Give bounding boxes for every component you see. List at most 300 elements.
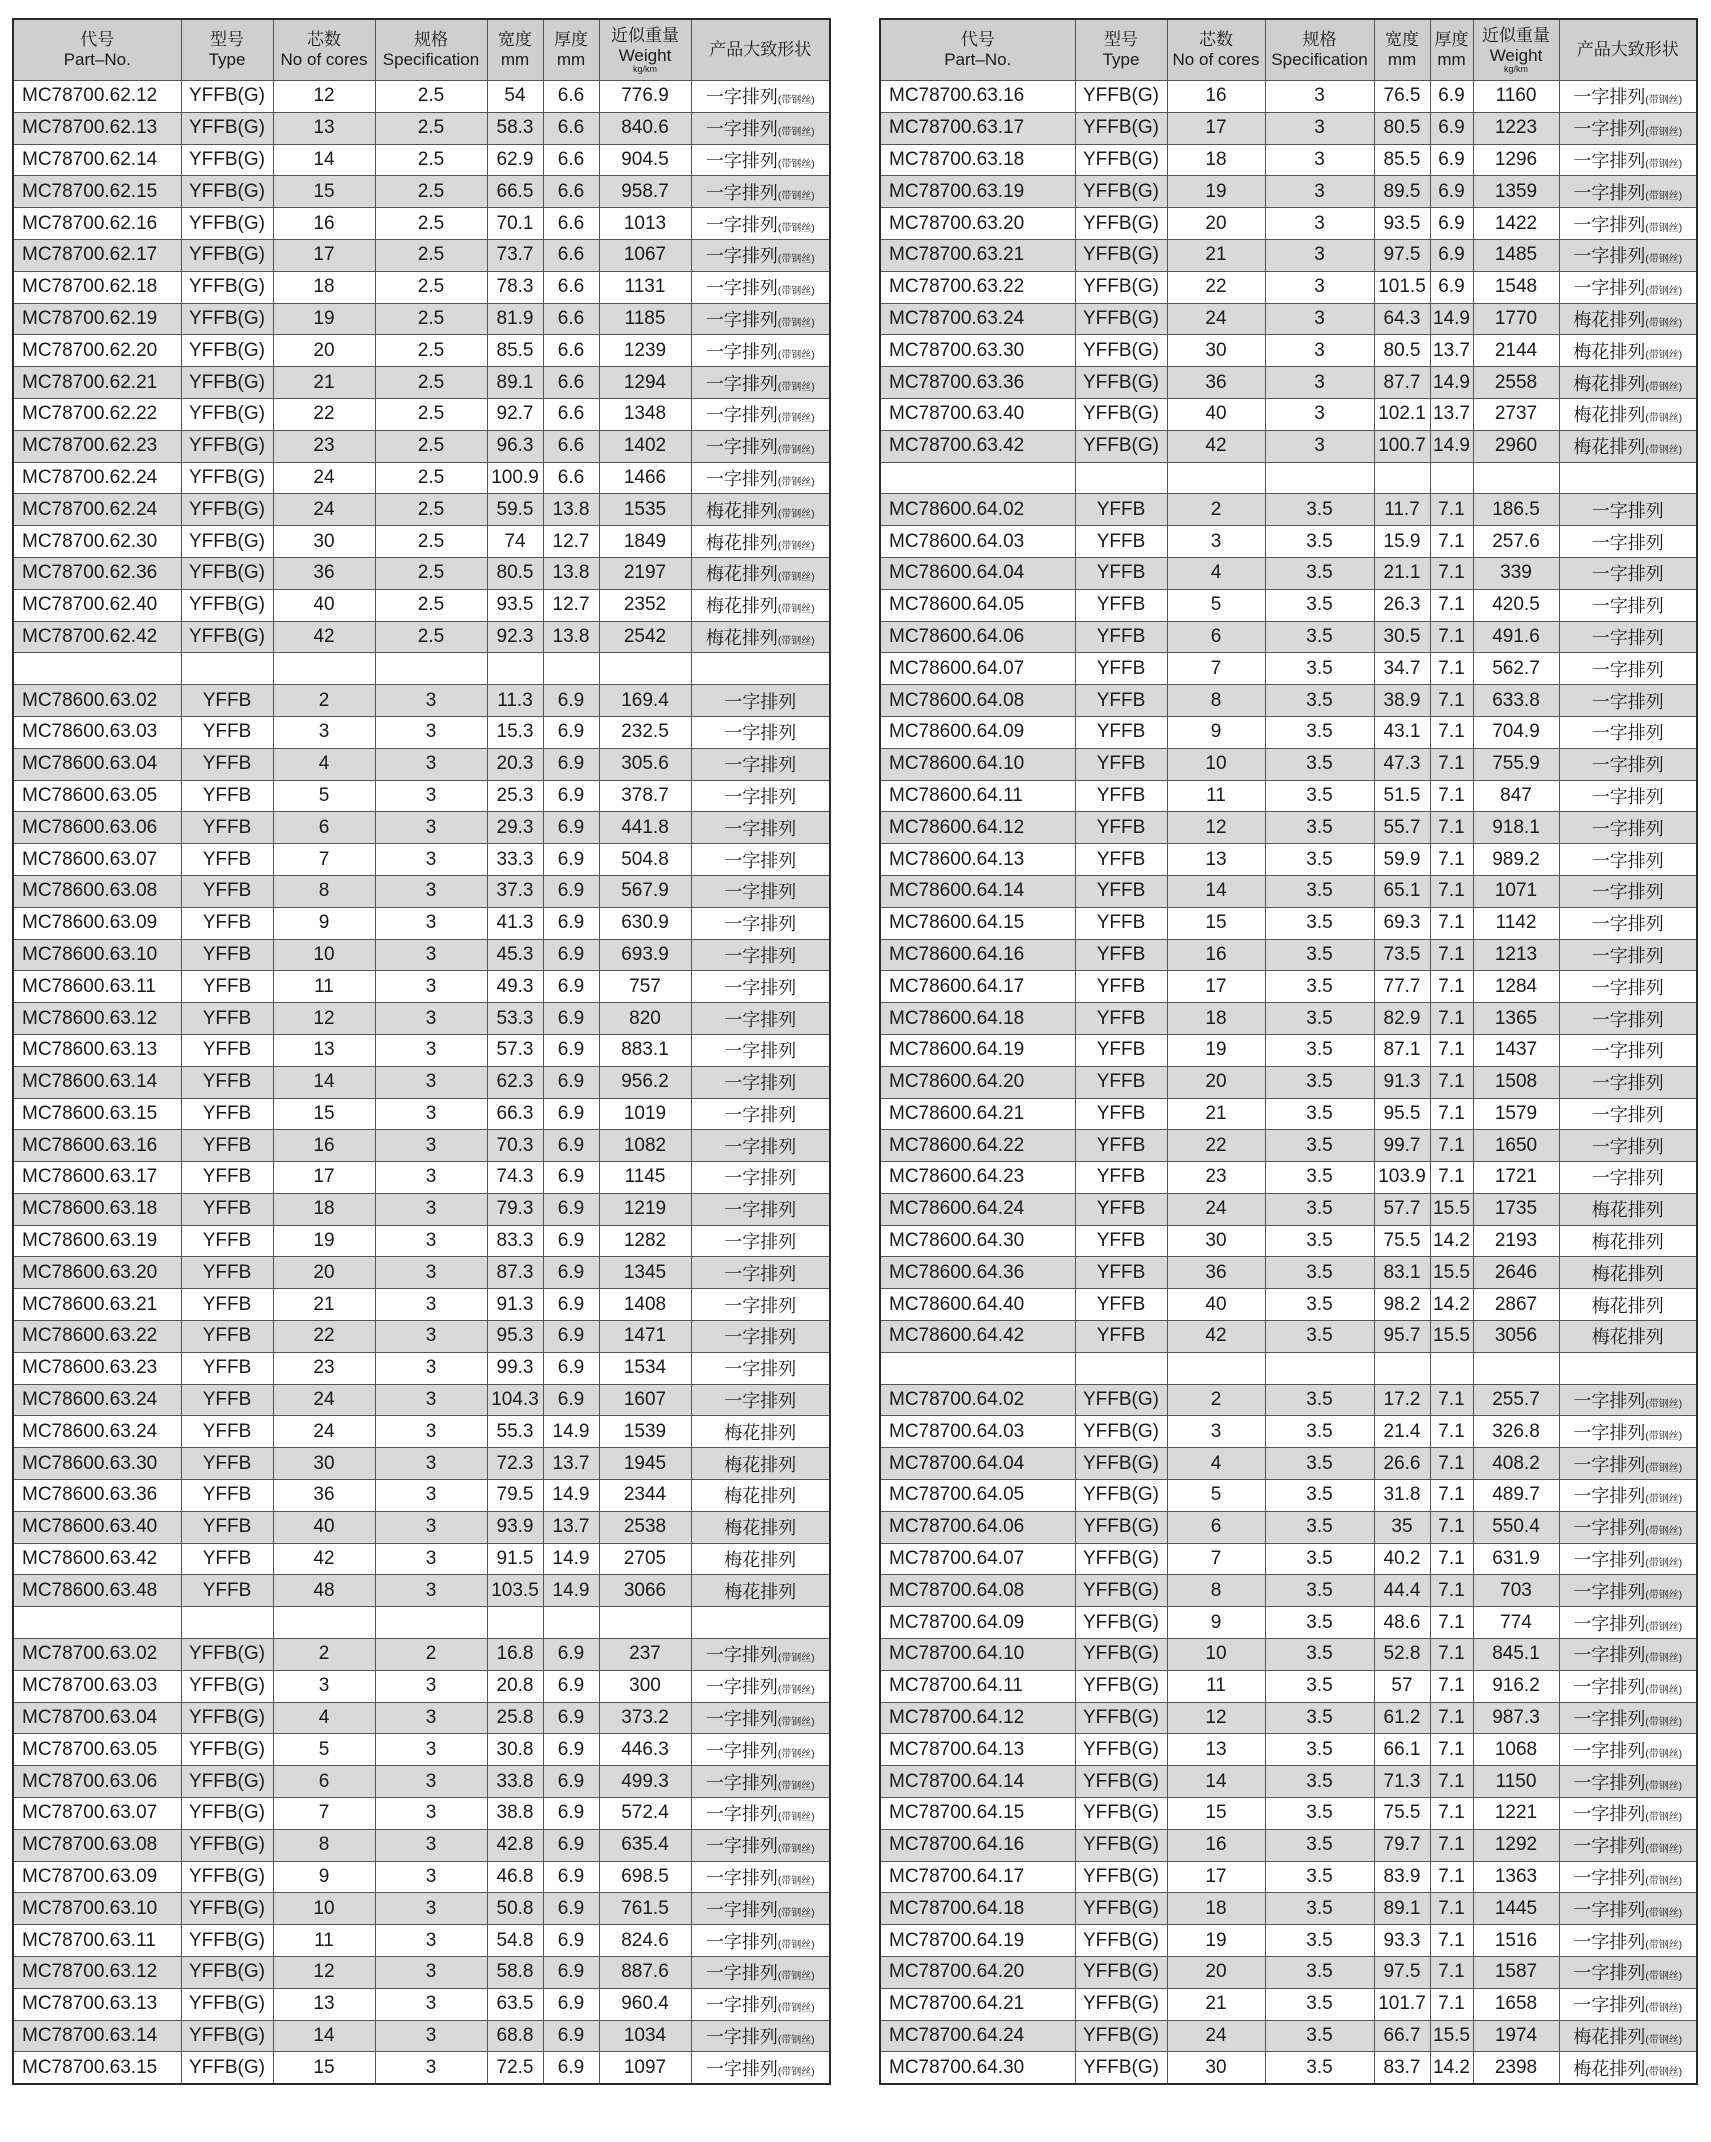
shape-cell (691, 939, 830, 971)
shape-label: 梅花排列 (1591, 1295, 1664, 1316)
table-row (13, 844, 830, 876)
thickness-cell: 6.9 (543, 748, 599, 780)
part-no-cell: MC78600.64.20 (880, 1066, 1075, 1098)
shape-label: 一字排列 (1573, 1391, 1646, 1412)
part-no-cell: MC78600.63.04 (13, 748, 181, 780)
weight-cell: 1437 (1473, 1034, 1559, 1066)
shape-cell (691, 1766, 830, 1798)
weight-cell: 1296 (1473, 144, 1559, 176)
thickness-cell: 7.1 (1430, 1066, 1473, 1098)
thickness-cell (1430, 1352, 1473, 1384)
shape-label: 一字排列 (1573, 1422, 1646, 1443)
part-no-cell: MC78700.62.13 (13, 112, 181, 144)
weight-cell: 1160 (1473, 81, 1559, 113)
type-cell: YFFB(G) (1075, 1639, 1167, 1671)
shape-cell (1559, 494, 1697, 526)
table-row (880, 716, 1697, 748)
shape-cell (1559, 875, 1697, 907)
shape-cell (691, 2020, 830, 2052)
shape-cell (691, 1448, 830, 1480)
shape-cell (691, 494, 830, 526)
type-cell: YFFB(G) (181, 1988, 273, 2020)
cores-cell: 36 (1167, 1257, 1265, 1289)
weight-cell: 1587 (1473, 1957, 1559, 1989)
cores-cell: 23 (1167, 1162, 1265, 1194)
type-cell: YFFB(G) (1075, 1416, 1167, 1448)
spec-cell: 3.5 (1265, 685, 1374, 717)
cores-cell (273, 653, 375, 685)
type-cell: YFFB(G) (1075, 1798, 1167, 1830)
part-no-cell: MC78600.63.14 (13, 1066, 181, 1098)
shape-label: 一字排列 (705, 150, 778, 171)
width-cell: 75.5 (1374, 1798, 1430, 1830)
spec-cell: 3.5 (1265, 589, 1374, 621)
width-cell: 30.5 (1374, 621, 1430, 653)
table-row (880, 1003, 1697, 1035)
type-cell: YFFB (181, 685, 273, 717)
cores-cell: 21 (273, 367, 375, 399)
spec-cell: 3.5 (1265, 2052, 1374, 2084)
cores-cell: 16 (1167, 81, 1265, 113)
width-cell: 26.6 (1374, 1448, 1430, 1480)
weight-cell: 1284 (1473, 971, 1559, 1003)
spec-cell: 3.5 (1265, 1607, 1374, 1639)
shape-cell (1559, 1193, 1697, 1225)
table-row (13, 1321, 830, 1353)
shape-label: 一字排列 (705, 1645, 778, 1666)
part-no-cell: MC78700.62.36 (13, 557, 181, 589)
table-row (880, 208, 1697, 240)
part-no-cell: MC78700.62.40 (13, 589, 181, 621)
part-no-cell: MC78700.62.22 (13, 398, 181, 430)
weight-cell: 2705 (599, 1543, 691, 1575)
width-cell: 11.7 (1374, 494, 1430, 526)
type-cell: YFFB(G) (1075, 1893, 1167, 1925)
weight-cell: 1359 (1473, 176, 1559, 208)
shape-note: (带钢丝) (777, 1685, 815, 1697)
weight-cell: 237 (599, 1639, 691, 1671)
part-no-cell: MC78600.64.19 (880, 1034, 1075, 1066)
cores-cell: 15 (1167, 1798, 1265, 1830)
shape-label: 一字排列 (1573, 1804, 1646, 1825)
type-cell: YFFB(G) (181, 526, 273, 558)
part-no-cell: MC78700.63.10 (13, 1893, 181, 1925)
spec-cell: 3 (375, 1034, 487, 1066)
table-row (13, 1988, 830, 2020)
shape-label: 一字排列 (1573, 1581, 1646, 1602)
shape-note: (带钢丝) (777, 2066, 815, 2078)
thickness-cell: 6.9 (543, 1766, 599, 1798)
thickness-cell: 7.1 (1430, 1575, 1473, 1607)
weight-cell: 169.4 (599, 685, 691, 717)
type-cell: YFFB(G) (181, 367, 273, 399)
table-row-blank (13, 653, 830, 685)
shape-cell (1559, 1448, 1697, 1480)
type-cell: YFFB(G) (1075, 2052, 1167, 2084)
width-cell: 91.3 (487, 1289, 543, 1321)
thickness-cell: 7.1 (1430, 748, 1473, 780)
thickness-cell: 7.1 (1430, 1416, 1473, 1448)
part-no-cell: MC78600.64.05 (880, 589, 1075, 621)
part-no-cell: MC78600.63.06 (13, 812, 181, 844)
shape-note: (带钢丝) (1645, 1939, 1683, 1951)
table-row (13, 1639, 830, 1671)
shape-note: (带钢丝) (1645, 1717, 1683, 1729)
width-cell: 101.5 (1374, 271, 1430, 303)
thickness-cell: 13.7 (543, 1448, 599, 1480)
table-row (880, 621, 1697, 653)
type-cell: YFFB (1075, 1225, 1167, 1257)
shape-note: (带钢丝) (1645, 1780, 1683, 1792)
shape-cell (691, 1988, 830, 2020)
table-row (880, 271, 1697, 303)
table-row (13, 526, 830, 558)
thickness-cell: 6.6 (543, 208, 599, 240)
shape-label: 一字排列 (1591, 882, 1664, 903)
table-row (13, 939, 830, 971)
part-no-cell: MC78600.63.24 (13, 1416, 181, 1448)
shape-label: 一字排列 (705, 309, 778, 330)
cores-cell: 15 (273, 176, 375, 208)
width-cell: 57.7 (1374, 1193, 1430, 1225)
shape-label: 一字排列 (724, 1073, 797, 1094)
table-row (880, 2020, 1697, 2052)
weight-cell: 704.9 (1473, 716, 1559, 748)
thickness-cell: 7.1 (1430, 1384, 1473, 1416)
part-no-cell: MC78700.63.30 (880, 335, 1075, 367)
thickness-cell: 6.9 (543, 1003, 599, 1035)
spec-cell: 3 (375, 1384, 487, 1416)
thickness-cell: 6.6 (543, 462, 599, 494)
spec-cell: 3 (375, 748, 487, 780)
type-cell: YFFB(G) (181, 1957, 273, 1989)
type-cell: YFFB(G) (1075, 81, 1167, 113)
table-row (880, 239, 1697, 271)
part-no-cell: MC78700.63.04 (13, 1702, 181, 1734)
weight-cell: 326.8 (1473, 1416, 1559, 1448)
shape-cell (691, 1829, 830, 1861)
weight-cell: 633.8 (1473, 685, 1559, 717)
part-no-cell: MC78700.62.42 (13, 621, 181, 653)
shape-label: 一字排列 (705, 1899, 778, 1920)
weight-cell: 562.7 (1473, 653, 1559, 685)
spec-cell: 3.5 (1265, 1988, 1374, 2020)
thickness-cell: 6.9 (543, 1988, 599, 2020)
type-cell: YFFB (181, 971, 273, 1003)
part-no-cell: MC78600.64.14 (880, 875, 1075, 907)
part-no-cell: MC78600.63.16 (13, 1130, 181, 1162)
type-cell: YFFB(G) (1075, 1480, 1167, 1512)
shape-label: 一字排列 (1573, 1454, 1646, 1475)
width-cell: 97.5 (1374, 1957, 1430, 1989)
table-row (880, 1925, 1697, 1957)
part-no-cell: MC78700.63.11 (13, 1925, 181, 1957)
type-cell: YFFB (1075, 1193, 1167, 1225)
type-cell: YFFB (1075, 716, 1167, 748)
type-cell: YFFB (1075, 653, 1167, 685)
thickness-cell: 7.1 (1430, 653, 1473, 685)
width-cell: 72.5 (487, 2052, 543, 2084)
width-cell: 30.8 (487, 1734, 543, 1766)
spec-cell: 3.5 (1265, 1130, 1374, 1162)
shape-note: (带钢丝) (1645, 190, 1683, 202)
cores-cell: 10 (1167, 748, 1265, 780)
header-spec: 规格 Specification (1265, 19, 1374, 81)
cores-cell: 30 (273, 526, 375, 558)
table-row (880, 1893, 1697, 1925)
part-no-cell: MC78600.64.22 (880, 1130, 1075, 1162)
width-cell: 49.3 (487, 971, 543, 1003)
shape-label: 梅花排列 (1591, 1232, 1664, 1253)
spec-cell: 3.5 (1265, 1480, 1374, 1512)
shape-label: 一字排列 (724, 818, 797, 839)
type-cell: YFFB(G) (1075, 398, 1167, 430)
thickness-cell: 13.8 (543, 557, 599, 589)
table-row (880, 812, 1697, 844)
shape-cell (1559, 1702, 1697, 1734)
shape-cell (1559, 1798, 1697, 1830)
table-row (13, 621, 830, 653)
width-cell: 58.3 (487, 112, 543, 144)
cores-cell: 19 (1167, 1034, 1265, 1066)
part-no-cell: MC78600.64.23 (880, 1162, 1075, 1194)
weight-cell: 446.3 (599, 1734, 691, 1766)
width-cell: 17.2 (1374, 1384, 1430, 1416)
spec-cell: 3.5 (1265, 1893, 1374, 1925)
width-cell: 66.3 (487, 1098, 543, 1130)
part-no-cell: MC78700.64.11 (880, 1670, 1075, 1702)
width-cell: 102.1 (1374, 398, 1430, 430)
table-row (880, 685, 1697, 717)
weight-cell (599, 653, 691, 685)
shape-cell (1559, 2020, 1697, 2052)
part-no-cell: MC78600.63.10 (13, 939, 181, 971)
header-type: 型号 Type (181, 19, 273, 81)
shape-cell (1559, 1925, 1697, 1957)
type-cell: YFFB (1075, 526, 1167, 558)
shape-label: 梅花排列 (705, 532, 778, 553)
shape-cell (691, 208, 830, 240)
type-cell: YFFB(G) (1075, 1861, 1167, 1893)
spec-cell (1265, 462, 1374, 494)
weight-cell: 1348 (599, 398, 691, 430)
table-row (13, 1734, 830, 1766)
type-cell: YFFB (1075, 748, 1167, 780)
width-cell: 65.1 (1374, 875, 1430, 907)
weight-cell: 757 (599, 971, 691, 1003)
width-cell: 62.9 (487, 144, 543, 176)
width-cell: 57 (1374, 1670, 1430, 1702)
spec-cell: 3.5 (1265, 1734, 1374, 1766)
shape-label: 一字排列 (724, 1232, 797, 1253)
weight-cell: 1145 (599, 1162, 691, 1194)
shape-note: (带钢丝) (1645, 1399, 1683, 1411)
shape-label: 一字排列 (1591, 500, 1664, 521)
width-cell: 91.3 (1374, 1066, 1430, 1098)
type-cell: YFFB(G) (181, 1829, 273, 1861)
cores-cell: 20 (1167, 1066, 1265, 1098)
shape-note: (带钢丝) (1645, 127, 1683, 139)
thickness-cell: 7.1 (1430, 812, 1473, 844)
weight-cell: 257.6 (1473, 526, 1559, 558)
shape-label: 一字排列 (705, 341, 778, 362)
width-cell: 85.5 (487, 335, 543, 367)
thickness-cell: 7.1 (1430, 939, 1473, 971)
shape-label: 梅花排列 (1573, 309, 1646, 330)
table-row (13, 907, 830, 939)
shape-cell (1559, 271, 1697, 303)
table-row (13, 430, 830, 462)
shape-label: 一字排列 (705, 373, 778, 394)
type-cell: YFFB (1075, 557, 1167, 589)
table-row (13, 1543, 830, 1575)
shape-cell (1559, 367, 1697, 399)
part-no-cell: MC78600.64.30 (880, 1225, 1075, 1257)
cores-cell: 11 (273, 1925, 375, 1957)
weight-cell: 883.1 (599, 1034, 691, 1066)
weight-cell: 1034 (599, 2020, 691, 2052)
part-no-cell: MC78600.64.03 (880, 526, 1075, 558)
shape-cell (691, 1384, 830, 1416)
type-cell: YFFB(G) (1075, 1543, 1167, 1575)
part-no-cell: MC78600.63.07 (13, 844, 181, 876)
weight-cell: 339 (1473, 557, 1559, 589)
width-cell: 77.7 (1374, 971, 1430, 1003)
width-cell: 61.2 (1374, 1702, 1430, 1734)
part-no-cell: MC78600.64.16 (880, 939, 1075, 971)
spec-cell: 3 (375, 875, 487, 907)
spec-cell: 3.5 (1265, 1639, 1374, 1671)
type-cell: YFFB (1075, 494, 1167, 526)
shape-note: (带钢丝) (1645, 286, 1683, 298)
shape-cell (691, 367, 830, 399)
type-cell: YFFB(G) (1075, 144, 1167, 176)
part-no-cell: MC78700.63.18 (880, 144, 1075, 176)
cores-cell: 36 (273, 1480, 375, 1512)
shape-label: 一字排列 (1591, 1041, 1664, 1062)
weight-cell: 1735 (1473, 1193, 1559, 1225)
width-cell: 55.7 (1374, 812, 1430, 844)
shape-label: 一字排列 (1573, 1836, 1646, 1857)
cores-cell: 22 (273, 398, 375, 430)
thickness-cell: 6.6 (543, 430, 599, 462)
spec-cell: 3.5 (1265, 1066, 1374, 1098)
spec-cell: 3.5 (1265, 1289, 1374, 1321)
shape-cell (1559, 176, 1697, 208)
thickness-cell: 7.1 (1430, 1670, 1473, 1702)
shape-cell (691, 1066, 830, 1098)
weight-cell: 1945 (599, 1448, 691, 1480)
table-row (880, 1225, 1697, 1257)
thickness-cell: 6.9 (1430, 239, 1473, 271)
weight-cell: 918.1 (1473, 812, 1559, 844)
shape-note: (带钢丝) (777, 2003, 815, 2015)
table-row (880, 1957, 1697, 1989)
shape-note: (带钢丝) (777, 572, 815, 584)
table-row (13, 1162, 830, 1194)
shape-note: (带钢丝) (777, 222, 815, 234)
width-cell: 59.9 (1374, 844, 1430, 876)
weight-cell: 2960 (1473, 430, 1559, 462)
width-cell: 26.3 (1374, 589, 1430, 621)
cores-cell: 36 (1167, 367, 1265, 399)
cores-cell: 19 (1167, 176, 1265, 208)
spec-cell: 2.5 (375, 208, 487, 240)
shape-note: (带钢丝) (777, 508, 815, 520)
shape-note: (带钢丝) (1645, 1748, 1683, 1760)
shape-label: 一字排列 (1591, 786, 1664, 807)
shape-label: 一字排列 (1591, 659, 1664, 680)
cores-cell: 24 (1167, 1193, 1265, 1225)
cores-cell: 6 (1167, 1511, 1265, 1543)
cores-cell: 7 (273, 844, 375, 876)
spec-cell: 3 (375, 1066, 487, 1098)
weight-cell: 1974 (1473, 2020, 1559, 2052)
shape-label: 一字排列 (1573, 150, 1646, 171)
cores-cell: 2 (273, 1639, 375, 1671)
weight-cell: 2867 (1473, 1289, 1559, 1321)
shape-cell (691, 1893, 830, 1925)
part-no-cell: MC78700.63.15 (13, 2052, 181, 2084)
cores-cell: 3 (273, 1670, 375, 1702)
cores-cell: 18 (1167, 144, 1265, 176)
shape-label: 一字排列 (724, 691, 797, 712)
width-cell: 66.5 (487, 176, 543, 208)
type-cell: YFFB (181, 1448, 273, 1480)
part-no-cell: MC78700.64.19 (880, 1925, 1075, 1957)
thickness-cell: 6.9 (543, 1098, 599, 1130)
weight-cell: 887.6 (599, 1957, 691, 1989)
table-row (880, 335, 1697, 367)
type-cell: YFFB (181, 1352, 273, 1384)
width-cell: 20.8 (487, 1670, 543, 1702)
cores-cell: 24 (1167, 2020, 1265, 2052)
spec-cell: 2.5 (375, 589, 487, 621)
table-row (13, 208, 830, 240)
width-cell: 97.5 (1374, 239, 1430, 271)
thickness-cell: 14.9 (1430, 430, 1473, 462)
weight-cell: 550.4 (1473, 1511, 1559, 1543)
thickness-cell: 6.9 (543, 1193, 599, 1225)
shape-label: 一字排列 (724, 850, 797, 871)
shape-label: 一字排列 (1573, 1486, 1646, 1507)
table-row (13, 1575, 830, 1607)
table-row (13, 1193, 830, 1225)
cores-cell: 24 (273, 462, 375, 494)
table-row (880, 1607, 1697, 1639)
table-row (13, 557, 830, 589)
weight-cell: 1658 (1473, 1988, 1559, 2020)
width-cell: 89.1 (487, 367, 543, 399)
cores-cell: 9 (273, 1861, 375, 1893)
weight-cell: 1142 (1473, 907, 1559, 939)
part-no-cell: MC78700.62.14 (13, 144, 181, 176)
shape-label: 梅花排列 (724, 1486, 797, 1507)
thickness-cell: 6.6 (543, 81, 599, 113)
cores-cell (273, 1607, 375, 1639)
table-row (880, 1257, 1697, 1289)
thickness-cell: 7.1 (1430, 971, 1473, 1003)
thickness-cell: 6.9 (543, 1225, 599, 1257)
type-cell: YFFB(G) (181, 1702, 273, 1734)
shape-note: (带钢丝) (777, 190, 815, 202)
weight-cell: 378.7 (599, 780, 691, 812)
shape-cell (1559, 1066, 1697, 1098)
shape-label: 一字排列 (705, 1709, 778, 1730)
shape-cell (1559, 1607, 1697, 1639)
type-cell: YFFB(G) (1075, 1766, 1167, 1798)
width-cell: 92.3 (487, 621, 543, 653)
